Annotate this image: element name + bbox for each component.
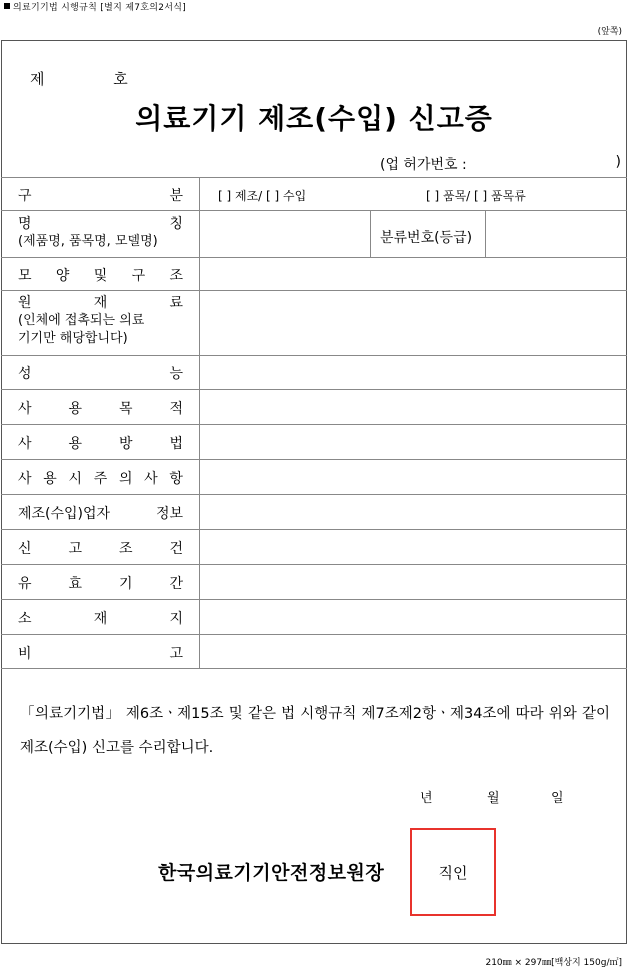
date-month-label: 월 (487, 791, 500, 806)
table-rule (1, 290, 627, 291)
square-bullet-icon (4, 3, 10, 9)
table-rule (1, 257, 627, 258)
label-char: 칭 (169, 216, 183, 232)
label-char: 모 (18, 268, 32, 284)
validity-period-label (18, 573, 183, 593)
label-char: 시 (68, 471, 82, 487)
division-manufacture-import-options[interactable]: [ ] 제조/ [ ] 수입 (218, 189, 307, 203)
raw-material-label (18, 294, 188, 348)
label-char: 의 (118, 471, 133, 487)
name-sublabel: (제품명, 품목명, 모델명) (18, 234, 158, 249)
label-char: 용 (68, 401, 83, 417)
label-char: 양 (55, 268, 70, 284)
table-column-rule (370, 210, 371, 257)
label-char: 명 (18, 216, 32, 232)
label-part: 제조(수입)업자 (18, 506, 111, 522)
issuer-name: 한국의료기기안전정보원장 (158, 862, 385, 884)
paper-spec: 210㎜ × 297㎜[백상지 150g/㎡] (485, 958, 622, 968)
label-part: 정보 (155, 506, 183, 522)
label-char: 사 (144, 471, 158, 487)
document-title: 의료기기 제조(수입) 신고증 (135, 102, 493, 135)
table-rule (1, 355, 627, 356)
name-label (18, 215, 188, 251)
location-label (18, 608, 183, 628)
label-char: 신 (18, 541, 32, 557)
label-char: 효 (68, 576, 83, 592)
label-char: 분 (169, 188, 183, 204)
label-char: 용 (68, 436, 83, 452)
label-char: 기 (118, 576, 133, 592)
table-column-rule (485, 210, 486, 257)
table-rule (1, 459, 627, 460)
raw-material-sublabel-line1: (인체에 접촉되는 의료 (18, 313, 145, 328)
label-char: 고 (169, 646, 183, 662)
label-char: 원 (18, 295, 32, 311)
table-rule (1, 668, 627, 669)
raw-material-sublabel-line2: 기기만 해당합니다) (18, 331, 128, 346)
table-rule (1, 529, 627, 530)
table-rule (1, 389, 627, 390)
label-char: 간 (169, 576, 183, 592)
permit-number-label: (업 허가번호 : (380, 157, 467, 173)
date-day-label: 일 (551, 791, 564, 806)
division-item-options[interactable]: [ ] 품목/ [ ] 품목류 (426, 189, 526, 203)
label-char: 사 (18, 436, 32, 452)
form-caption (4, 0, 186, 13)
manufacturer-info-label (18, 503, 183, 523)
table-rule (1, 599, 627, 600)
label-char: 지 (169, 611, 183, 627)
label-char: 건 (169, 541, 183, 557)
raw-material-label-main (18, 294, 183, 312)
table-rule (1, 210, 627, 211)
label-char: 재 (93, 611, 108, 627)
performance-label (18, 363, 183, 383)
label-char: 항 (169, 471, 183, 487)
label-char: 방 (118, 436, 133, 452)
label-char: 능 (169, 366, 183, 382)
label-char: 료 (169, 295, 183, 311)
table-rule (1, 177, 627, 178)
label-char: 재 (93, 295, 108, 311)
label-char: 구 (18, 188, 32, 204)
division-label (18, 185, 183, 205)
name-label-main (18, 215, 183, 233)
label-char: 소 (18, 611, 32, 627)
intended-use-label (18, 398, 183, 418)
label-char: 성 (18, 366, 32, 382)
table-rule (1, 494, 627, 495)
shape-structure-label (18, 265, 183, 285)
label-char: 주 (93, 471, 108, 487)
classification-number-label: 분류번호(등급) (380, 230, 473, 246)
label-char: 적 (169, 401, 183, 417)
label-char: 비 (18, 646, 32, 662)
label-char: 사 (18, 401, 32, 417)
form-caption-text: 의료기기법 시행규칙 [별지 제7호의2서식] (13, 3, 187, 13)
certificate-number-label: 제 호 (30, 70, 160, 88)
label-char: 및 (93, 268, 108, 284)
page-side-label: (앞쪽) (597, 27, 622, 37)
remarks-label (18, 643, 183, 663)
acceptance-statement: 「의료기기법」 제6조ㆍ제15조 및 같은 법 시행규칙 제7조제2항ㆍ제34조에 따라 위와 같이 제조(수입) 신고를 수리합니다. (20, 706, 610, 756)
label-char: 조 (118, 541, 133, 557)
date-year-label: 년 (420, 791, 433, 806)
table-column-rule (199, 177, 200, 668)
label-char: 조 (169, 268, 183, 284)
precautions-label (18, 468, 183, 488)
certificate-frame (1, 40, 627, 944)
permit-number-close: ) (615, 154, 621, 170)
label-char: 법 (169, 436, 183, 452)
usage-method-label (18, 433, 183, 453)
declaration-conditions-label (18, 538, 183, 558)
table-rule (1, 424, 627, 425)
label-char: 사 (18, 471, 32, 487)
table-rule (1, 564, 627, 565)
official-seal-label: 직인 (438, 864, 468, 882)
label-char: 고 (68, 541, 83, 557)
permit-number-line (380, 154, 625, 174)
label-char: 구 (131, 268, 146, 284)
label-char: 유 (18, 576, 32, 592)
label-char: 용 (43, 471, 57, 487)
table-rule (1, 634, 627, 635)
label-char: 목 (118, 401, 133, 417)
